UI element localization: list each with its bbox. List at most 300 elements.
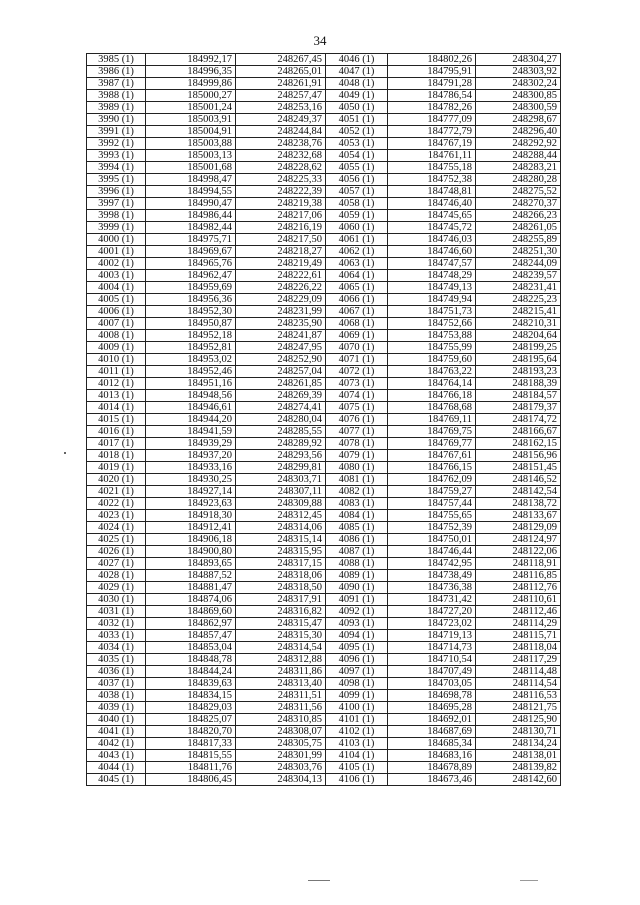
point-id-cell: 4082 (1) [326,486,388,498]
point-id-cell: 4033 (1) [87,630,146,642]
table-row [87,198,561,210]
point-id-cell: 4013 (1) [87,390,146,402]
point-id-cell: 4005 (1) [87,294,146,306]
x-coordinate-cell: 184829,03 [146,702,236,714]
table-row [87,402,561,414]
x-coordinate-cell: 184918,30 [146,510,236,522]
table-row [87,366,561,378]
point-id-cell: 3996 (1) [87,186,146,198]
table-row [87,246,561,258]
x-coordinate-cell: 184762,09 [388,474,476,486]
coordinates-table-body [87,54,561,786]
y-coordinate-cell: 248261,85 [236,378,326,390]
y-coordinate-cell: 248216,19 [236,222,326,234]
point-id-cell: 4083 (1) [326,498,388,510]
table-row [87,762,561,774]
y-coordinate-cell: 248252,90 [236,354,326,366]
table-row [87,342,561,354]
table-row [87,210,561,222]
x-coordinate-cell: 185003,91 [146,114,236,126]
point-id-cell: 4062 (1) [326,246,388,258]
point-id-cell: 4008 (1) [87,330,146,342]
point-id-cell: 4056 (1) [326,174,388,186]
y-coordinate-cell: 248304,13 [236,774,326,786]
table-row [87,126,561,138]
point-id-cell: 3999 (1) [87,222,146,234]
y-coordinate-cell: 248142,60 [476,774,561,786]
point-id-cell: 4076 (1) [326,414,388,426]
y-coordinate-cell: 248301,99 [236,750,326,762]
y-coordinate-cell: 248217,06 [236,210,326,222]
x-coordinate-cell: 184998,47 [146,174,236,186]
point-id-cell: 3993 (1) [87,150,146,162]
y-coordinate-cell: 248122,06 [476,546,561,558]
y-coordinate-cell: 248199,25 [476,342,561,354]
x-coordinate-cell: 184969,67 [146,246,236,258]
x-coordinate-cell: 184990,47 [146,198,236,210]
point-id-cell: 4045 (1) [87,774,146,786]
table-row [87,678,561,690]
table-row [87,330,561,342]
y-coordinate-cell: 248121,75 [476,702,561,714]
y-coordinate-cell: 248307,11 [236,486,326,498]
point-id-cell: 4075 (1) [326,402,388,414]
table-row [87,546,561,558]
point-id-cell: 4089 (1) [326,570,388,582]
point-id-cell: 4035 (1) [87,654,146,666]
x-coordinate-cell: 184757,44 [388,498,476,510]
x-coordinate-cell: 184719,13 [388,630,476,642]
x-coordinate-cell: 184746,03 [388,234,476,246]
table-row [87,642,561,654]
y-coordinate-cell: 248303,71 [236,474,326,486]
table-row [87,774,561,786]
y-coordinate-cell: 248318,50 [236,582,326,594]
x-coordinate-cell: 184769,75 [388,426,476,438]
point-id-cell: 4067 (1) [326,306,388,318]
y-coordinate-cell: 248305,75 [236,738,326,750]
y-coordinate-cell: 248134,24 [476,738,561,750]
point-id-cell: 4032 (1) [87,618,146,630]
y-coordinate-cell: 248285,55 [236,426,326,438]
point-id-cell: 4105 (1) [326,762,388,774]
x-coordinate-cell: 184755,18 [388,162,476,174]
x-coordinate-cell: 184767,61 [388,450,476,462]
table-row [87,510,561,522]
x-coordinate-cell: 184817,33 [146,738,236,750]
point-id-cell: 4094 (1) [326,630,388,642]
point-id-cell: 4012 (1) [87,378,146,390]
y-coordinate-cell: 248133,67 [476,510,561,522]
table-row [87,174,561,186]
y-coordinate-cell: 248174,72 [476,414,561,426]
point-id-cell: 4020 (1) [87,474,146,486]
y-coordinate-cell: 248244,84 [236,126,326,138]
point-id-cell: 4017 (1) [87,438,146,450]
point-id-cell: 4014 (1) [87,402,146,414]
table-row [87,486,561,498]
y-coordinate-cell: 248114,54 [476,678,561,690]
table-row [87,474,561,486]
x-coordinate-cell: 184939,29 [146,438,236,450]
table-row [87,438,561,450]
y-coordinate-cell: 248219,38 [236,198,326,210]
point-id-cell: 4011 (1) [87,366,146,378]
point-id-cell: 4080 (1) [326,462,388,474]
table-row [87,594,561,606]
x-coordinate-cell: 184745,72 [388,222,476,234]
x-coordinate-cell: 184952,30 [146,306,236,318]
x-coordinate-cell: 184802,26 [388,54,476,66]
y-coordinate-cell: 248218,27 [236,246,326,258]
y-coordinate-cell: 248247,95 [236,342,326,354]
x-coordinate-cell: 184687,69 [388,726,476,738]
y-coordinate-cell: 248238,76 [236,138,326,150]
x-coordinate-cell: 184685,34 [388,738,476,750]
point-id-cell: 4100 (1) [326,702,388,714]
point-id-cell: 4021 (1) [87,486,146,498]
point-id-cell: 4084 (1) [326,510,388,522]
point-id-cell: 4072 (1) [326,366,388,378]
x-coordinate-cell: 184874,06 [146,594,236,606]
y-coordinate-cell: 248235,90 [236,318,326,330]
point-id-cell: 4101 (1) [326,714,388,726]
y-coordinate-cell: 248283,21 [476,162,561,174]
x-coordinate-cell: 184862,97 [146,618,236,630]
point-id-cell: 4103 (1) [326,738,388,750]
x-coordinate-cell: 184893,65 [146,558,236,570]
y-coordinate-cell: 248251,30 [476,246,561,258]
table-row [87,414,561,426]
y-coordinate-cell: 248114,29 [476,618,561,630]
point-id-cell: 4064 (1) [326,270,388,282]
point-id-cell: 4001 (1) [87,246,146,258]
y-coordinate-cell: 248125,90 [476,714,561,726]
y-coordinate-cell: 248146,52 [476,474,561,486]
x-coordinate-cell: 184707,49 [388,666,476,678]
y-coordinate-cell: 248257,04 [236,366,326,378]
y-coordinate-cell: 248292,92 [476,138,561,150]
point-id-cell: 4037 (1) [87,678,146,690]
y-coordinate-cell: 248225,23 [476,294,561,306]
y-coordinate-cell: 248156,96 [476,450,561,462]
point-id-cell: 4070 (1) [326,342,388,354]
point-id-cell: 3990 (1) [87,114,146,126]
x-coordinate-cell: 184759,60 [388,354,476,366]
table-row [87,534,561,546]
x-coordinate-cell: 184795,91 [388,66,476,78]
point-id-cell: 4010 (1) [87,354,146,366]
point-id-cell: 4040 (1) [87,714,146,726]
table-row [87,582,561,594]
table-row [87,102,561,114]
y-coordinate-cell: 248118,04 [476,642,561,654]
point-id-cell: 4087 (1) [326,546,388,558]
y-coordinate-cell: 248314,06 [236,522,326,534]
point-id-cell: 4028 (1) [87,570,146,582]
x-coordinate-cell: 184767,19 [388,138,476,150]
y-coordinate-cell: 248241,87 [236,330,326,342]
x-coordinate-cell: 184791,28 [388,78,476,90]
point-id-cell: 4030 (1) [87,594,146,606]
x-coordinate-cell: 184763,22 [388,366,476,378]
point-id-cell: 4025 (1) [87,534,146,546]
y-coordinate-cell: 248316,82 [236,606,326,618]
table-row [87,726,561,738]
x-coordinate-cell: 184749,94 [388,294,476,306]
point-id-cell: 4041 (1) [87,726,146,738]
y-coordinate-cell: 248296,40 [476,126,561,138]
y-coordinate-cell: 248228,62 [236,162,326,174]
point-id-cell: 4060 (1) [326,222,388,234]
table-row [87,378,561,390]
point-id-cell: 3992 (1) [87,138,146,150]
point-id-cell: 4052 (1) [326,126,388,138]
x-coordinate-cell: 184900,80 [146,546,236,558]
point-id-cell: 4043 (1) [87,750,146,762]
point-id-cell: 4034 (1) [87,642,146,654]
y-coordinate-cell: 248232,68 [236,150,326,162]
x-coordinate-cell: 184748,81 [388,186,476,198]
y-coordinate-cell: 248231,99 [236,306,326,318]
point-id-cell: 4046 (1) [326,54,388,66]
point-id-cell: 4029 (1) [87,582,146,594]
x-coordinate-cell: 184948,56 [146,390,236,402]
point-id-cell: 3989 (1) [87,102,146,114]
x-coordinate-cell: 184815,55 [146,750,236,762]
y-coordinate-cell: 248151,45 [476,462,561,474]
y-coordinate-cell: 248275,52 [476,186,561,198]
table-row [87,306,561,318]
table-row [87,714,561,726]
table-row [87,630,561,642]
point-id-cell: 4031 (1) [87,606,146,618]
point-id-cell: 4081 (1) [326,474,388,486]
point-id-cell: 4047 (1) [326,66,388,78]
x-coordinate-cell: 184752,66 [388,318,476,330]
table-row [87,234,561,246]
point-id-cell: 4092 (1) [326,606,388,618]
x-coordinate-cell: 184673,46 [388,774,476,786]
y-coordinate-cell: 248112,46 [476,606,561,618]
table-row [87,54,561,66]
y-coordinate-cell: 248130,71 [476,726,561,738]
point-id-cell: 3988 (1) [87,90,146,102]
x-coordinate-cell: 184727,20 [388,606,476,618]
y-coordinate-cell: 248217,50 [236,234,326,246]
x-coordinate-cell: 184761,11 [388,150,476,162]
x-coordinate-cell: 184965,76 [146,258,236,270]
y-coordinate-cell: 248261,05 [476,222,561,234]
y-coordinate-cell: 248311,56 [236,702,326,714]
table-row [87,294,561,306]
y-coordinate-cell: 248231,41 [476,282,561,294]
y-coordinate-cell: 248210,31 [476,318,561,330]
table-row [87,666,561,678]
x-coordinate-cell: 184992,17 [146,54,236,66]
table-row [87,90,561,102]
x-coordinate-cell: 184956,36 [146,294,236,306]
x-coordinate-cell: 184692,01 [388,714,476,726]
table-row [87,570,561,582]
x-coordinate-cell: 184923,63 [146,498,236,510]
point-id-cell: 4024 (1) [87,522,146,534]
point-id-cell: 4018 (1) [87,450,146,462]
y-coordinate-cell: 248229,09 [236,294,326,306]
point-id-cell: 4098 (1) [326,678,388,690]
x-coordinate-cell: 184731,42 [388,594,476,606]
x-coordinate-cell: 184766,15 [388,462,476,474]
point-id-cell: 4069 (1) [326,330,388,342]
x-coordinate-cell: 184738,49 [388,570,476,582]
x-coordinate-cell: 184869,60 [146,606,236,618]
x-coordinate-cell: 184755,65 [388,510,476,522]
y-coordinate-cell: 248225,33 [236,174,326,186]
point-id-cell: 4015 (1) [87,414,146,426]
y-coordinate-cell: 248179,37 [476,402,561,414]
table-row [87,498,561,510]
y-coordinate-cell: 248266,23 [476,210,561,222]
point-id-cell: 4054 (1) [326,150,388,162]
table-row [87,750,561,762]
point-id-cell: 4006 (1) [87,306,146,318]
table-row [87,606,561,618]
point-id-cell: 3994 (1) [87,162,146,174]
table-row [87,738,561,750]
point-id-cell: 4002 (1) [87,258,146,270]
point-id-cell: 4068 (1) [326,318,388,330]
y-coordinate-cell: 248302,24 [476,78,561,90]
y-coordinate-cell: 248110,61 [476,594,561,606]
point-id-cell: 4048 (1) [326,78,388,90]
y-coordinate-cell: 248139,82 [476,762,561,774]
x-coordinate-cell: 184698,78 [388,690,476,702]
x-coordinate-cell: 184906,18 [146,534,236,546]
y-coordinate-cell: 248117,29 [476,654,561,666]
x-coordinate-cell: 184912,41 [146,522,236,534]
y-coordinate-cell: 248115,71 [476,630,561,642]
point-id-cell: 4102 (1) [326,726,388,738]
point-id-cell: 4004 (1) [87,282,146,294]
y-coordinate-cell: 248303,92 [476,66,561,78]
point-id-cell: 4071 (1) [326,354,388,366]
table-row [87,702,561,714]
y-coordinate-cell: 248315,30 [236,630,326,642]
y-coordinate-cell: 248314,54 [236,642,326,654]
y-coordinate-cell: 248138,01 [476,750,561,762]
x-coordinate-cell: 184764,14 [388,378,476,390]
y-coordinate-cell: 248315,47 [236,618,326,630]
x-coordinate-cell: 184769,77 [388,438,476,450]
point-id-cell: 4059 (1) [326,210,388,222]
point-id-cell: 4086 (1) [326,534,388,546]
x-coordinate-cell: 184678,89 [388,762,476,774]
y-coordinate-cell: 248114,48 [476,666,561,678]
y-coordinate-cell: 248310,85 [236,714,326,726]
point-id-cell: 4044 (1) [87,762,146,774]
x-coordinate-cell: 184749,13 [388,282,476,294]
table-row [87,450,561,462]
x-coordinate-cell: 184937,20 [146,450,236,462]
point-id-cell: 4063 (1) [326,258,388,270]
x-coordinate-cell: 184752,39 [388,522,476,534]
x-coordinate-cell: 184751,73 [388,306,476,318]
point-id-cell: 4078 (1) [326,438,388,450]
x-coordinate-cell: 184777,09 [388,114,476,126]
y-coordinate-cell: 248116,85 [476,570,561,582]
x-coordinate-cell: 184752,38 [388,174,476,186]
point-id-cell: 3998 (1) [87,210,146,222]
point-id-cell: 4106 (1) [326,774,388,786]
point-id-cell: 4050 (1) [326,102,388,114]
y-coordinate-cell: 248280,28 [476,174,561,186]
point-id-cell: 4096 (1) [326,654,388,666]
point-id-cell: 3985 (1) [87,54,146,66]
x-coordinate-cell: 184982,44 [146,222,236,234]
y-coordinate-cell: 248288,44 [476,150,561,162]
y-coordinate-cell: 248265,01 [236,66,326,78]
point-id-cell: 4000 (1) [87,234,146,246]
x-coordinate-cell: 184747,57 [388,258,476,270]
y-coordinate-cell: 248257,47 [236,90,326,102]
x-coordinate-cell: 184834,15 [146,690,236,702]
table-row [87,138,561,150]
x-coordinate-cell: 184723,02 [388,618,476,630]
x-coordinate-cell: 184953,02 [146,354,236,366]
x-coordinate-cell: 184927,14 [146,486,236,498]
point-id-cell: 4009 (1) [87,342,146,354]
x-coordinate-cell: 185000,27 [146,90,236,102]
x-coordinate-cell: 184986,44 [146,210,236,222]
x-coordinate-cell: 184746,44 [388,546,476,558]
x-coordinate-cell: 184839,63 [146,678,236,690]
y-coordinate-cell: 248162,15 [476,438,561,450]
y-coordinate-cell: 248280,04 [236,414,326,426]
point-id-cell: 3997 (1) [87,198,146,210]
footer-line [520,880,538,881]
y-coordinate-cell: 248166,67 [476,426,561,438]
point-id-cell: 4042 (1) [87,738,146,750]
point-id-cell: 4065 (1) [326,282,388,294]
y-coordinate-cell: 248299,81 [236,462,326,474]
y-coordinate-cell: 248312,88 [236,654,326,666]
x-coordinate-cell: 185004,91 [146,126,236,138]
point-id-cell: 3991 (1) [87,126,146,138]
table-row [87,282,561,294]
y-coordinate-cell: 248249,37 [236,114,326,126]
y-coordinate-cell: 248226,22 [236,282,326,294]
point-id-cell: 4058 (1) [326,198,388,210]
y-coordinate-cell: 248222,61 [236,270,326,282]
y-coordinate-cell: 248267,45 [236,54,326,66]
point-id-cell: 4088 (1) [326,558,388,570]
x-coordinate-cell: 184999,86 [146,78,236,90]
table-row [87,114,561,126]
y-coordinate-cell: 248300,85 [476,90,561,102]
point-id-cell: 4074 (1) [326,390,388,402]
point-id-cell: 4095 (1) [326,642,388,654]
x-coordinate-cell: 184742,95 [388,558,476,570]
x-coordinate-cell: 184772,79 [388,126,476,138]
point-id-cell: 4038 (1) [87,690,146,702]
x-coordinate-cell: 184887,52 [146,570,236,582]
x-coordinate-cell: 184750,01 [388,534,476,546]
point-id-cell: 3995 (1) [87,174,146,186]
y-coordinate-cell: 248116,53 [476,690,561,702]
y-coordinate-cell: 248312,45 [236,510,326,522]
point-id-cell: 4079 (1) [326,450,388,462]
point-id-cell: 4104 (1) [326,750,388,762]
